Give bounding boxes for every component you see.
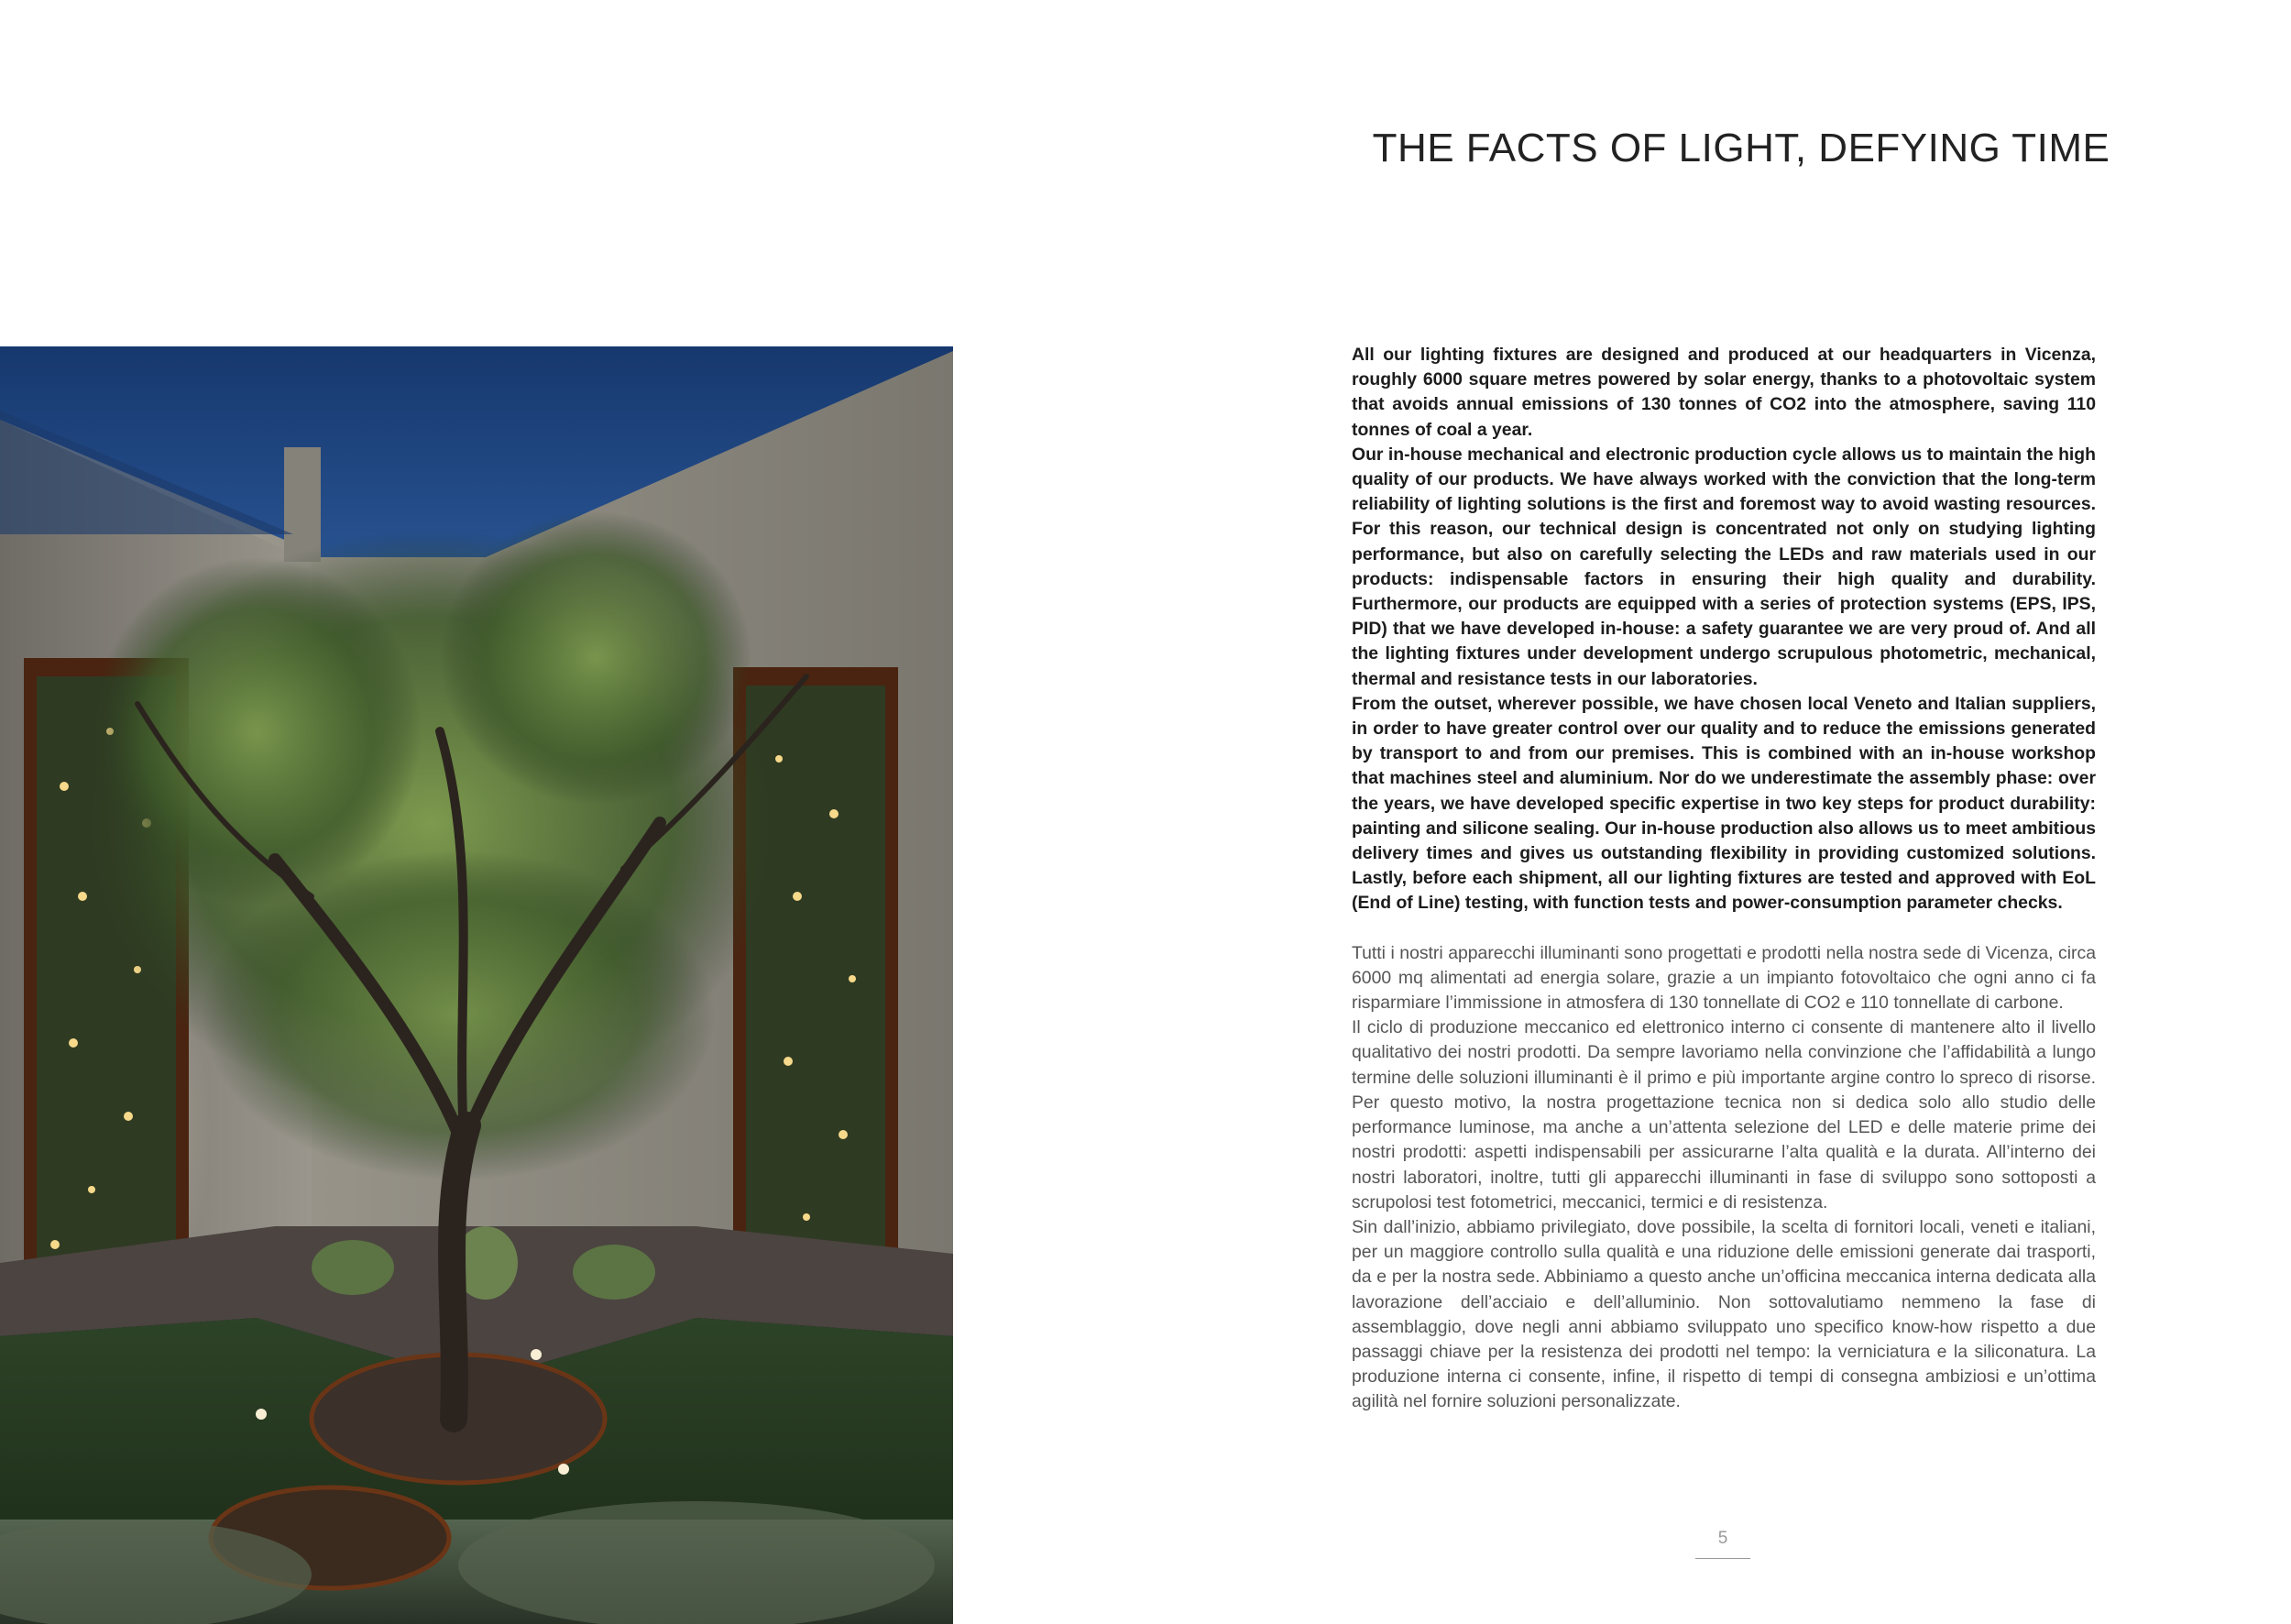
english-paragraph: Our in-house mechanical and electronic production cycle allows us to maintain the high quality of our products. We have always worked with the conviction that the long-term reliability of lighting solutions is the first and foremost way to avoid wasting resources. For this reason, our technical design is concentrated not only on studying lighting performance, but also on carefully selecting the LEDs and raw materials used in our products: indispensable factors in ensuring their high quality and durability. Furthermore, our products are equipped with a series of protection systems (EPS, IPS, PID) that we have developed in-house: a safety guarantee we are very proud of. And all the lighting fixtures under development undergo scrupulous photometric, mechanical, thermal and resistance tests in our laboratories.	[1352, 444, 2096, 689]
italian-paragraph: Tutti i nostri apparecchi illuminanti sono progettati e prodotti nella nostra sede di Vicenza, circa 6000 mq alimentati ad energia solare, grazie a un impianto fotovoltaico che ogni anno ci fa risparmiare l’immissione in atmosfera di 130 tonnellate di CO2 e 110 tonnellate di carbone.	[1352, 942, 2096, 1014]
page-title: THE FACTS OF LIGHT, DEFYING TIME	[1372, 126, 2110, 171]
italian-text	[1352, 941, 2096, 1415]
english-paragraph: All our lighting fixtures are designed and produced at our headquarters in Vicenza, roughly 6000 square metres powered by solar energy, thanks to a photovoltaic system that avoids annual emissions of 130 tonnes of CO2 into the atmosphere, saving 110 tonnes of coal a year.	[1352, 345, 2096, 440]
english-paragraph: From the outset, wherever possible, we have chosen local Veneto and Italian suppliers, in order to have greater control over our quality and to reduce the emissions generated by transport to and from our premises. This is combined with an in-house workshop that machines steel and aluminium. Nor do we underestimate the assembly phase: over the years, we have developed specific expertise in two key steps for product durability: painting and silicone sealing. Our in-house production also allows us to meet ambitious delivery times and gives us outstanding flexibility in providing customized solutions. Lastly, before each shipment, all our lighting fixtures are tested and approved with EoL (End of Line) testing, with function tests and power-consumption parameter checks.	[1352, 693, 2096, 914]
italian-paragraph: Il ciclo di produzione meccanico ed elettronico interno ci consente di mantenere alto il livello qualitativo dei nostri prodotti. Da sempre lavoriamo nella convinzione che l’affidabilità a lungo termine delle soluzioni illuminanti è il primo e più importante argine contro lo spreco di risorse. Per questo motivo, la nostra progettazione tecnica non si dedica solo allo studio delle performance luminose, ma anche a un’attenta selezione del LED e delle materie prime dei nostri prodotti: aspetti indispensabili per assicurarne l’alta qualità e la durata. All’interno dei nostri laboratori, inoltre, tutti gli apparecchi illuminanti in fase di sviluppo sono sottoposti a scrupolosi test fotometrici, meccanici, termici e di resistenza.	[1352, 1017, 2096, 1213]
english-text	[1352, 343, 2096, 916]
page-number: 5	[1717, 1529, 1728, 1548]
page-number-rule	[1695, 1558, 1750, 1559]
garden-photo	[0, 346, 953, 1624]
text-column	[1352, 343, 2096, 1415]
italian-paragraph: Sin dall’inizio, abbiamo privilegiato, dove possibile, la scelta di fornitori locali, veneti e italiani, per un maggiore controllo sulla qualità e una riduzione delle emissioni generate dai trasporti, da e per la nostra sede. Abbiniamo a questo anche un’officina meccanica interna dedicata alla lavorazione dell’acciaio e dell’alluminio. Non sottovalutiamo nemmeno la fase di assemblaggio, dove negli anni abbiamo sviluppato uno specifico know-how rispetto a due passaggi chiave per la resistenza dei prodotti nel tempo: la verniciatura e la siliconatura. La produzione interna ci consente, infine, il rispetto di tempi di consegna ambiziosi e un’ottima agilità nel fornire soluzioni personalizzate.	[1352, 1216, 2096, 1412]
